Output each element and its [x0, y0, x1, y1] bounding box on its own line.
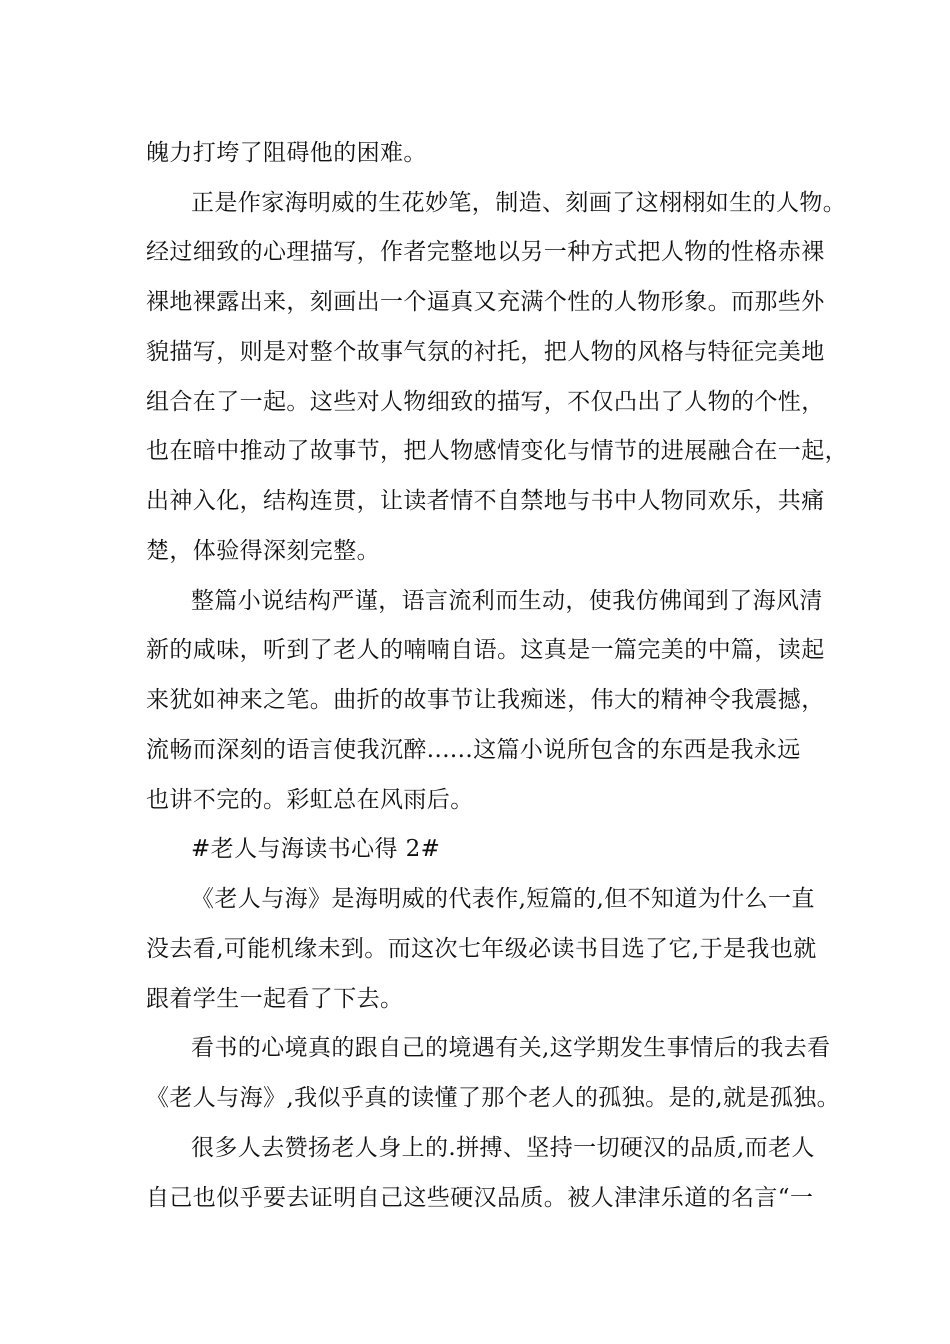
text-line: 新的咸味，听到了老人的喃喃自语。这真是一篇完美的中篇，读起 — [146, 637, 825, 663]
text-line: 《老人与海》,我似乎真的读懂了那个老人的孤独。是的,就是孤独。 — [146, 1085, 841, 1111]
paragraph-first-line: 很多人去赞扬老人身上的.拼搏、坚持一切硬汉的品质,而老人 — [191, 1135, 815, 1161]
text-line: 没去看,可能机缘未到。而这次七年级必读书目选了它,于是我也就 — [146, 936, 817, 962]
paragraph-first-line: 正是作家海明威的生花妙笔，制造、刻画了这栩栩如生的人物。 — [191, 190, 847, 216]
text-line: 也在暗中推动了故事节，把人物感情变化与情节的进展融合在一起， — [146, 438, 848, 464]
text-line: 也讲不完的。彩虹总在风雨后。 — [146, 787, 474, 813]
text-line: 魄力打垮了阻碍他的困难。 — [146, 140, 427, 166]
text-line: 经过细致的心理描写，作者完整地以另一种方式把人物的性格赤裸 — [146, 239, 825, 265]
text-line: 流畅而深刻的语言使我沉醉......这篇小说所包含的东西是我永远 — [146, 737, 801, 763]
text-line: 跟着学生一起看了下去。 — [146, 986, 404, 1012]
text-line: 出神入化，结构连贯，让读者情不自禁地与书中人物同欢乐，共痛 — [146, 488, 825, 514]
text-line: 来犹如神来之笔。曲折的故事节让我痴迷，伟大的精神令我震撼， — [146, 687, 825, 713]
paragraph-first-line: 整篇小说结构严谨，语言流利而生动，使我仿佛闻到了海风清 — [191, 588, 823, 614]
section-heading: #老人与海读书心得 2# — [191, 836, 441, 862]
paragraph-first-line: 看书的心境真的跟自己的境遇有关,这学期发生事情后的我去看 — [191, 1035, 831, 1061]
text-line: 楚，体验得深刻完整。 — [146, 538, 380, 564]
text-line: 貌描写，则是对整个故事气氛的衬托，把人物的风格与特征完美地 — [146, 339, 825, 365]
paragraph-first-line: 《老人与海》是海明威的代表作,短篇的,但不知道为什么一直 — [191, 886, 815, 912]
text-line: 裸地裸露出来，刻画出一个逼真又充满个性的人物形象。而那些外 — [146, 289, 825, 315]
text-line: 组合在了一起。这些对人物细致的描写，不仅凸出了人物的个性， — [146, 389, 825, 415]
text-line: 自己也似乎要去证明自己这些硬汉品质。被人津津乐道的名言“一 — [146, 1185, 814, 1211]
